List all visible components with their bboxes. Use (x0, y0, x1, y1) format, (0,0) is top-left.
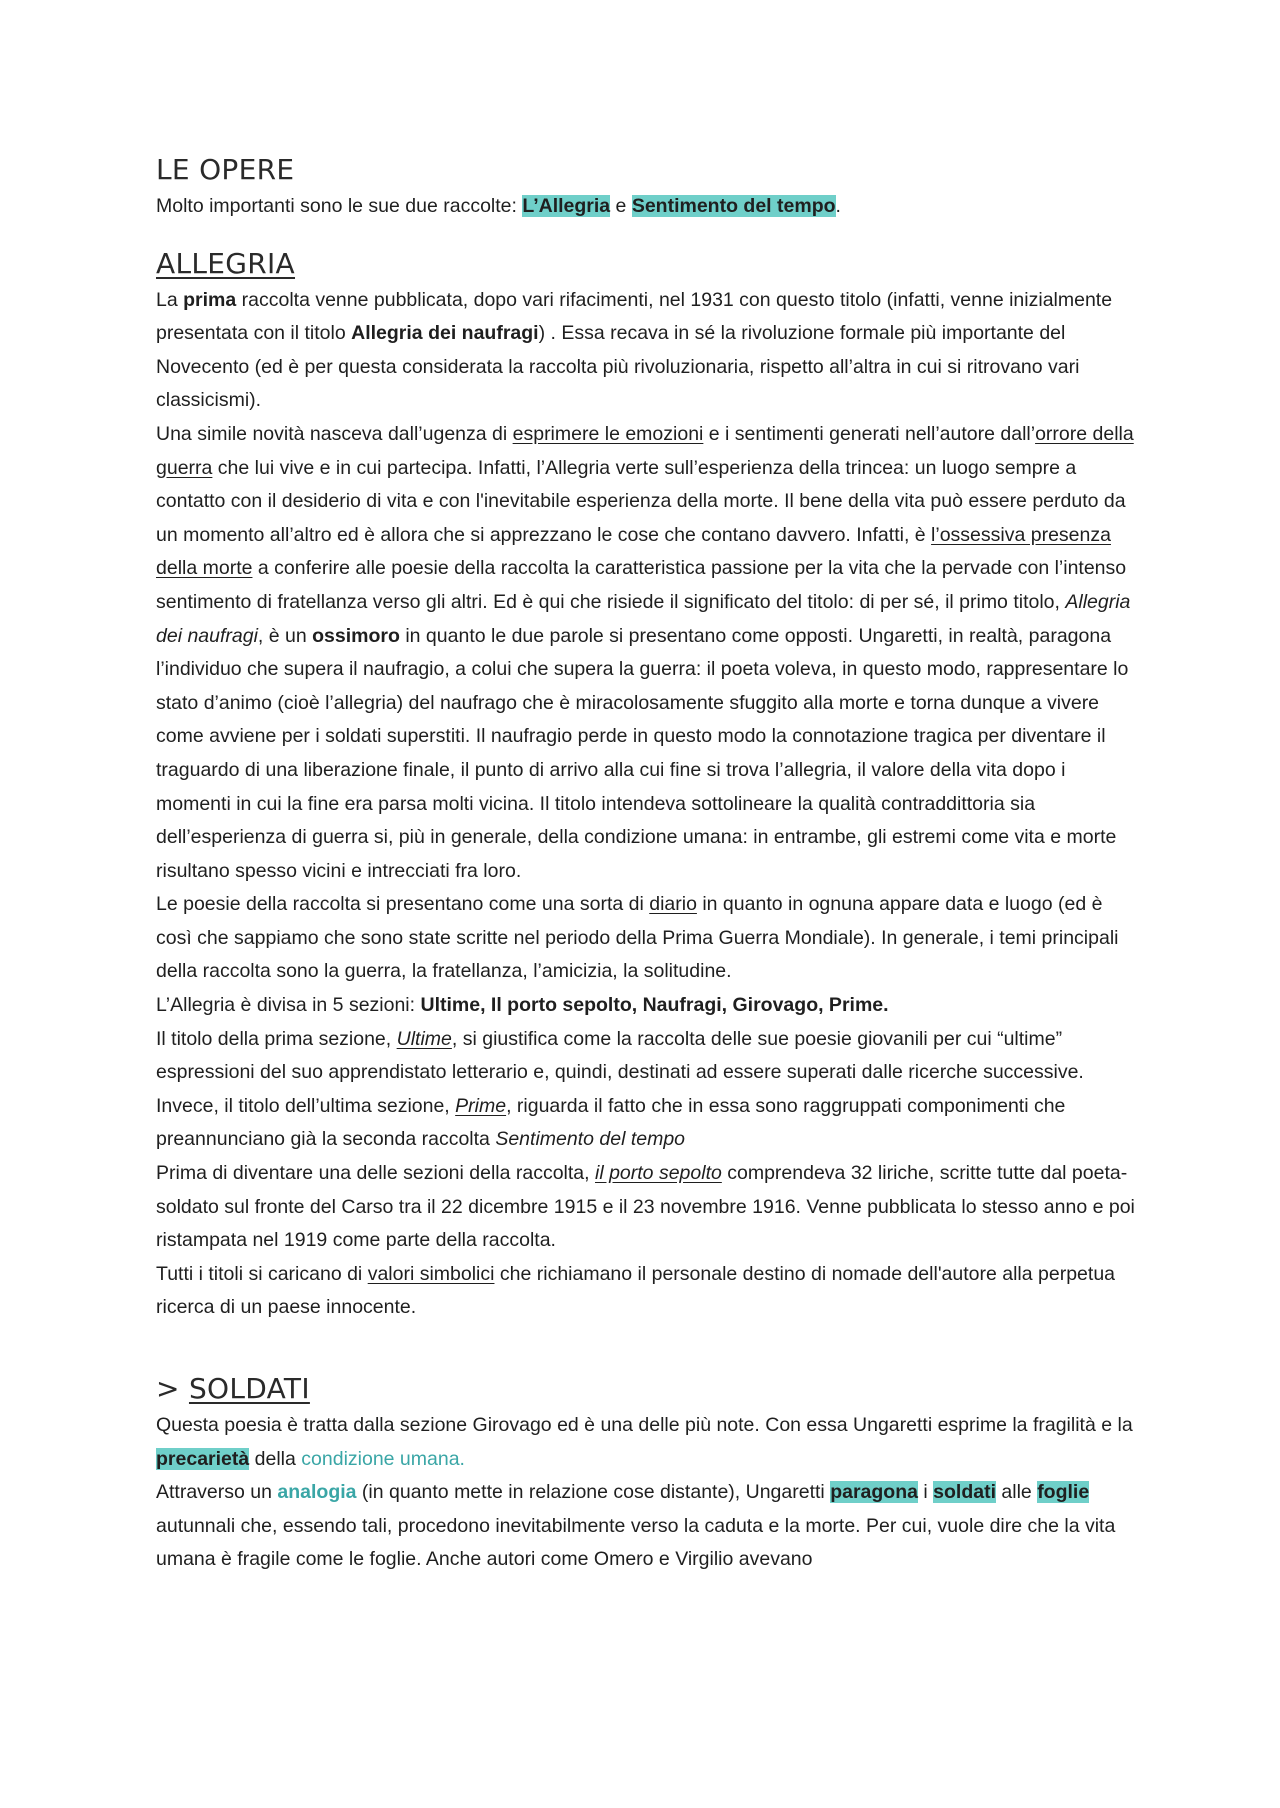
highlight-allegria: L’Allegria (522, 195, 611, 217)
allegria-paragraph-3: Le poesie della raccolta si presentano come una sorta di diario in quanto in ognuna appare data e luogo (ed è così che sappiamo che sono state scritte nel periodo della Prima Guerra Mondiale). In generale, i temi principali della raccolta sono la guerra, la fratellanza, l’amicizia, la solitudine. (156, 893, 1119, 983)
soldati-paragraph-2: Attraverso un analogia (in quanto mette in relazione cose distante), Ungaretti paragona i soldati alle foglie autunnali che, essendo tali, procedono inevitabilmente verso la caduta e la morte. Per cui, vuole dire che la vita umana è fragile come le foglie. Anche autori come Omero e Virgilio avevano (156, 1481, 1116, 1571)
allegria-paragraph-4: L’Allegria è divisa in 5 sezioni: Ultime, Il porto sepolto, Naufragi, Girovago, Prime. (156, 994, 889, 1017)
allegria-paragraph-5: Il titolo della prima sezione, Ultime, si giustifica come la raccolta delle sue poesie giovanili per cui “ultime” espressioni del suo apprendistato letterario e, quindi, destinati ad essere superati dalle ricerche successive. Invece, il titolo dell’ultima sezione, Prime, riguarda il fatto che in essa sono raggruppati componimenti che preannunciano già la seconda raccolta Sentimento del tempo (156, 1027, 1084, 1151)
allegria-paragraph-6: Prima di diventare una delle sezioni della raccolta, il porto sepolto comprendeva 32 liriche, scritte tutte dal poeta-soldato sul fronte del Carso tra il 22 dicembre 1915 e il 23 novembre 1916. Venne pubblicata lo stesso anno e poi ristampata nel 1919 come parte della raccolta. (156, 1162, 1135, 1252)
allegria-paragraph-1: La prima raccolta venne pubblicata, dopo vari rifacimenti, nel 1931 con questo titolo (infatti, venne inizialmente presentata con il titolo Allegria dei naufragi) . Essa recava in sé la rivoluzione formale più importante del Novecento (ed è per questa considerata la raccolta più rivoluzionaria, rispetto all’altra in cui si ritrovano vari classicismi). (156, 288, 1113, 412)
soldati-paragraph-1: Questa poesia è tratta dalla sezione Girovago ed è una delle più note. Con essa Ungaretti esprime la fragilità e la precarietà della condizione umana. (156, 1414, 1133, 1470)
opere-intro: Molto importanti sono le sue due raccolte: L’Allegria e Sentimento del tempo. (156, 195, 841, 217)
document-page (156, 150, 1136, 1577)
allegria-paragraph-7: Tutti i titoli si caricano di valori simbolici che richiamano il personale destino di nomade dell'autore alla perpetua ricerca di un paese innocente. (156, 1262, 1116, 1319)
section-title-soldati: > SOLDATI (156, 1372, 310, 1405)
allegria-paragraph-2: Una simile novità nasceva dall’ugenza di esprimere le emozioni e i sentimenti generati nell’autore dall’orrore della guerra che lui vive e in cui partecipa. Infatti, l’Allegria verte sull’esperienza della trincea: un luogo sempre a contatto con il desiderio di vita e con l'inevitabile esperienza della morte. Il bene della vita può essere perduto da un momento all’altro ed è allora che si apprezzano le cose che contano davvero. Infatti, è l’ossessiva presenza della morte a conferire alle poesie della raccolta la caratteristica passione per la vita che la pervade con l’intenso sentimento di fratellanza verso gli altri. Ed è qui che risiede il significato del titolo: di per sé, il primo titolo, Allegria dei naufragi, è un ossimoro in quanto le due parole si presentano come opposti. Ungaretti, in realtà, paragona l’individuo che supera il naufragio, a colui che supera la guerra: il poeta voleva, in questo modo, rappresentare lo stato d’animo (cioè l’allegria) del naufrago che è miracolosamente sfuggito alla morte e torna dunque a vivere come avviene per i soldati superstiti. Il naufragio perde in questo modo la connotazione tragica per diventare il traguardo di una liberazione finale, il punto di arrivo alla cui fine si trova l’allegria, il valore della vita dopo i momenti in cui la fine era parsa molti vicina. Il titolo intendeva sottolineare la qualità contraddittoria sia dell’esperienza di guerra si, più in generale, della condizione umana: in entrambe, gli estremi come vita e morte risultano spesso vicini e intrecciati fra loro. (156, 422, 1134, 882)
section-title-allegria: ALLEGRIA (156, 246, 296, 280)
section-title-le-opere: LE OPERE (156, 153, 295, 186)
highlight-sentimento: Sentimento del tempo (631, 195, 836, 217)
